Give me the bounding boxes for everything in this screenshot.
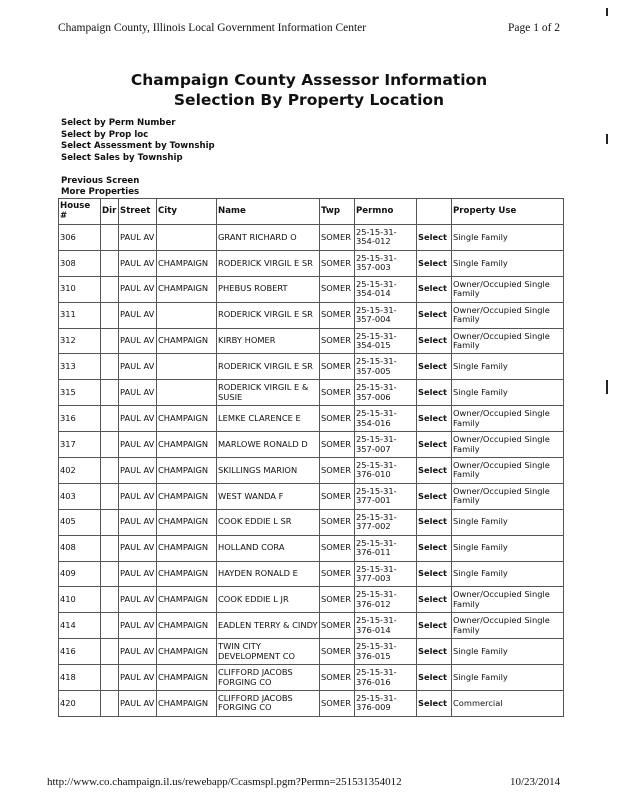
- cell-city: [157, 302, 217, 328]
- cell-street: PAUL AV: [119, 483, 157, 509]
- cell-dir: [101, 535, 119, 561]
- cell-owner-name: SKILLINGS MARION: [217, 458, 320, 484]
- navigation-links: [61, 176, 139, 197]
- cell-dir: [101, 587, 119, 613]
- cell-house-number: 414: [59, 613, 101, 639]
- cell-property-use: Owner/Occupied Single Family: [452, 613, 564, 639]
- table-header-row: [59, 199, 564, 225]
- cell-house-number: 316: [59, 406, 101, 432]
- page-title: [0, 70, 618, 110]
- cell-street: PAUL AV: [119, 302, 157, 328]
- cell-select-link[interactable]: Select: [417, 639, 452, 665]
- cell-city: CHAMPAIGN: [157, 406, 217, 432]
- cell-street: PAUL AV: [119, 561, 157, 587]
- scan-mark: [606, 134, 608, 144]
- page-title-line1: Champaign County Assessor Information: [130, 71, 488, 89]
- cell-property-use: Single Family: [452, 509, 564, 535]
- cell-property-use: Single Family: [452, 250, 564, 276]
- cell-select-link[interactable]: Select: [417, 276, 452, 302]
- cell-owner-name: RODERICK VIRGIL E SR: [217, 250, 320, 276]
- cell-street: PAUL AV: [119, 587, 157, 613]
- cell-street: PAUL AV: [119, 276, 157, 302]
- cell-select-link[interactable]: Select: [417, 665, 452, 691]
- cell-owner-name: COOK EDDIE L JR: [217, 587, 320, 613]
- link-select-assessment-by-township[interactable]: Select Assessment by Township: [61, 141, 215, 152]
- cell-township: SOMER: [320, 458, 355, 484]
- cell-property-use: Single Family: [452, 380, 564, 406]
- cell-township: SOMER: [320, 665, 355, 691]
- cell-select-link[interactable]: Select: [417, 250, 452, 276]
- cell-property-use: Owner/Occupied Single Family: [452, 276, 564, 302]
- cell-property-use: Owner/Occupied Single Family: [452, 587, 564, 613]
- cell-select-link[interactable]: Select: [417, 613, 452, 639]
- cell-owner-name: LEMKE CLARENCE E: [217, 406, 320, 432]
- print-page-number: Page 1 of 2: [508, 22, 561, 34]
- cell-owner-name: WEST WANDA F: [217, 483, 320, 509]
- cell-house-number: 315: [59, 380, 101, 406]
- cell-city: [157, 380, 217, 406]
- cell-select-link[interactable]: Select: [417, 302, 452, 328]
- cell-township: SOMER: [320, 613, 355, 639]
- col-header-city: City: [157, 199, 217, 225]
- cell-property-use: Owner/Occupied Single Family: [452, 432, 564, 458]
- table-row: [59, 509, 564, 535]
- table-row: [59, 354, 564, 380]
- cell-dir: [101, 483, 119, 509]
- cell-owner-name: RODERICK VIRGIL E SR: [217, 354, 320, 380]
- cell-township: SOMER: [320, 432, 355, 458]
- cell-dir: [101, 665, 119, 691]
- cell-street: PAUL AV: [119, 639, 157, 665]
- table-row: [59, 406, 564, 432]
- cell-house-number: 418: [59, 665, 101, 691]
- cell-city: CHAMPAIGN: [157, 613, 217, 639]
- link-more-properties[interactable]: More Properties: [61, 186, 140, 197]
- cell-city: CHAMPAIGN: [157, 587, 217, 613]
- cell-permno: 25-15-31-377-002: [355, 509, 417, 535]
- cell-owner-name: GRANT RICHARD O: [217, 225, 320, 251]
- cell-dir: [101, 691, 119, 717]
- cell-street: PAUL AV: [119, 380, 157, 406]
- cell-select-link[interactable]: Select: [417, 691, 452, 717]
- cell-select-link[interactable]: Select: [417, 328, 452, 354]
- cell-dir: [101, 380, 119, 406]
- table-row: [59, 483, 564, 509]
- cell-township: SOMER: [320, 535, 355, 561]
- table-row: [59, 561, 564, 587]
- print-footer-date: 10/23/2014: [510, 776, 561, 788]
- cell-owner-name: RODERICK VIRGIL E SR: [217, 302, 320, 328]
- cell-house-number: 306: [59, 225, 101, 251]
- col-header-house: House #: [59, 199, 101, 225]
- cell-house-number: 313: [59, 354, 101, 380]
- cell-permno: 25-15-31-377-001: [355, 483, 417, 509]
- cell-permno: 25-15-31-357-003: [355, 250, 417, 276]
- cell-select-link[interactable]: Select: [417, 561, 452, 587]
- cell-select-link[interactable]: Select: [417, 483, 452, 509]
- cell-permno: 25-15-31-354-012: [355, 225, 417, 251]
- scan-mark: [606, 380, 608, 394]
- print-header-title: Champaign County, Illinois Local Government Information Center: [58, 22, 367, 34]
- cell-property-use: Single Family: [452, 561, 564, 587]
- cell-permno: 25-15-31-354-015: [355, 328, 417, 354]
- cell-permno: 25-15-31-354-016: [355, 406, 417, 432]
- cell-house-number: 409: [59, 561, 101, 587]
- cell-owner-name: MARLOWE RONALD D: [217, 432, 320, 458]
- cell-dir: [101, 458, 119, 484]
- cell-property-use: Owner/Occupied Single Family: [452, 483, 564, 509]
- cell-city: CHAMPAIGN: [157, 276, 217, 302]
- col-header-name: Name: [217, 199, 320, 225]
- cell-street: PAUL AV: [119, 691, 157, 717]
- cell-street: PAUL AV: [119, 613, 157, 639]
- cell-township: SOMER: [320, 302, 355, 328]
- cell-city: CHAMPAIGN: [157, 561, 217, 587]
- cell-property-use: Owner/Occupied Single Family: [452, 458, 564, 484]
- selection-links: [61, 118, 215, 164]
- cell-dir: [101, 225, 119, 251]
- cell-property-use: Owner/Occupied Single Family: [452, 328, 564, 354]
- cell-select-link[interactable]: Select: [417, 587, 452, 613]
- cell-select-link[interactable]: Select: [417, 380, 452, 406]
- cell-street: PAUL AV: [119, 665, 157, 691]
- cell-street: PAUL AV: [119, 509, 157, 535]
- cell-dir: [101, 432, 119, 458]
- cell-city: CHAMPAIGN: [157, 509, 217, 535]
- cell-owner-name: HOLLAND CORA: [217, 535, 320, 561]
- cell-select-link[interactable]: Select: [417, 432, 452, 458]
- cell-dir: [101, 328, 119, 354]
- table-row: [59, 380, 564, 406]
- cell-permno: 25-15-31-376-015: [355, 639, 417, 665]
- table-row: [59, 587, 564, 613]
- cell-township: SOMER: [320, 276, 355, 302]
- cell-dir: [101, 639, 119, 665]
- cell-dir: [101, 613, 119, 639]
- cell-street: PAUL AV: [119, 458, 157, 484]
- cell-property-use: Owner/Occupied Single Family: [452, 302, 564, 328]
- cell-township: SOMER: [320, 483, 355, 509]
- cell-select-link[interactable]: Select: [417, 509, 452, 535]
- cell-street: PAUL AV: [119, 328, 157, 354]
- cell-city: CHAMPAIGN: [157, 432, 217, 458]
- col-header-permno: Permno: [355, 199, 417, 225]
- link-select-by-perm-number[interactable]: Select by Perm Number: [61, 118, 176, 128]
- cell-street: PAUL AV: [119, 225, 157, 251]
- print-footer-url: http://www.co.champaign.il.us/rewebapp/Ccasmspl.pgm?Permn=251531354012: [47, 776, 402, 788]
- table-row: [59, 613, 564, 639]
- cell-permno: 25-15-31-376-012: [355, 587, 417, 613]
- cell-house-number: 310: [59, 276, 101, 302]
- cell-property-use: Single Family: [452, 354, 564, 380]
- cell-select-link[interactable]: Select: [417, 406, 452, 432]
- cell-city: CHAMPAIGN: [157, 691, 217, 717]
- cell-owner-name: HAYDEN RONALD E: [217, 561, 320, 587]
- scan-mark: [606, 8, 608, 16]
- table-row: [59, 225, 564, 251]
- cell-permno: 25-15-31-357-007: [355, 432, 417, 458]
- cell-street: PAUL AV: [119, 354, 157, 380]
- cell-township: SOMER: [320, 225, 355, 251]
- cell-house-number: 402: [59, 458, 101, 484]
- table-row: [59, 276, 564, 302]
- cell-city: CHAMPAIGN: [157, 665, 217, 691]
- table-row: [59, 639, 564, 665]
- cell-township: SOMER: [320, 328, 355, 354]
- cell-permno: 25-15-31-376-010: [355, 458, 417, 484]
- table-row: [59, 432, 564, 458]
- cell-township: SOMER: [320, 639, 355, 665]
- cell-select-link[interactable]: Select: [417, 225, 452, 251]
- cell-city: CHAMPAIGN: [157, 250, 217, 276]
- cell-permno: 25-15-31-357-005: [355, 354, 417, 380]
- cell-township: SOMER: [320, 406, 355, 432]
- cell-property-use: Owner/Occupied Single Family: [452, 406, 564, 432]
- cell-owner-name: EADLEN TERRY & CINDY: [217, 613, 320, 639]
- cell-owner-name: CLIFFORD JACOBS FORGING CO: [217, 691, 320, 717]
- cell-house-number: 403: [59, 483, 101, 509]
- cell-street: PAUL AV: [119, 406, 157, 432]
- cell-township: SOMER: [320, 380, 355, 406]
- link-previous-screen[interactable]: Previous Screen: [61, 176, 140, 186]
- cell-dir: [101, 406, 119, 432]
- table-row: [59, 250, 564, 276]
- page-title-line2: Selection By Property Location: [173, 91, 445, 109]
- cell-house-number: 408: [59, 535, 101, 561]
- cell-house-number: 410: [59, 587, 101, 613]
- cell-permno: 25-15-31-377-003: [355, 561, 417, 587]
- link-select-sales-by-township[interactable]: Select Sales by Township: [61, 152, 183, 163]
- cell-permno: 25-15-31-354-014: [355, 276, 417, 302]
- cell-owner-name: CLIFFORD JACOBS FORGING CO: [217, 665, 320, 691]
- cell-city: [157, 354, 217, 380]
- cell-select-link[interactable]: Select: [417, 458, 452, 484]
- cell-house-number: 405: [59, 509, 101, 535]
- cell-select-link[interactable]: Select: [417, 535, 452, 561]
- col-header-street: Street: [119, 199, 157, 225]
- cell-street: PAUL AV: [119, 250, 157, 276]
- cell-township: SOMER: [320, 691, 355, 717]
- cell-property-use: Single Family: [452, 639, 564, 665]
- table-row: [59, 328, 564, 354]
- property-table: [58, 198, 564, 717]
- cell-city: CHAMPAIGN: [157, 535, 217, 561]
- cell-permno: 25-15-31-357-006: [355, 380, 417, 406]
- col-header-twp: Twp: [320, 199, 355, 225]
- cell-township: SOMER: [320, 250, 355, 276]
- cell-city: CHAMPAIGN: [157, 639, 217, 665]
- cell-township: SOMER: [320, 354, 355, 380]
- cell-permno: 25-15-31-376-009: [355, 691, 417, 717]
- cell-house-number: 308: [59, 250, 101, 276]
- cell-city: CHAMPAIGN: [157, 458, 217, 484]
- cell-permno: 25-15-31-376-014: [355, 613, 417, 639]
- cell-permno: 25-15-31-376-011: [355, 535, 417, 561]
- table-row: [59, 458, 564, 484]
- col-header-property-use: Property Use: [452, 199, 564, 225]
- cell-dir: [101, 354, 119, 380]
- cell-street: PAUL AV: [119, 432, 157, 458]
- cell-house-number: 317: [59, 432, 101, 458]
- cell-dir: [101, 250, 119, 276]
- cell-permno: 25-15-31-357-004: [355, 302, 417, 328]
- cell-township: SOMER: [320, 561, 355, 587]
- col-header-dir: Dir: [101, 199, 119, 225]
- cell-house-number: 311: [59, 302, 101, 328]
- cell-township: SOMER: [320, 587, 355, 613]
- cell-property-use: Commercial: [452, 691, 564, 717]
- cell-dir: [101, 302, 119, 328]
- cell-owner-name: COOK EDDIE L SR: [217, 509, 320, 535]
- table-row: [59, 691, 564, 717]
- table-row: [59, 665, 564, 691]
- cell-city: CHAMPAIGN: [157, 328, 217, 354]
- cell-property-use: Single Family: [452, 535, 564, 561]
- cell-dir: [101, 276, 119, 302]
- cell-select-link[interactable]: Select: [417, 354, 452, 380]
- cell-permno: 25-15-31-376-016: [355, 665, 417, 691]
- col-header-select: [417, 199, 452, 225]
- cell-owner-name: TWIN CITY DEVELOPMENT CO: [217, 639, 320, 665]
- cell-dir: [101, 509, 119, 535]
- cell-owner-name: RODERICK VIRGIL E & SUSIE: [217, 380, 320, 406]
- cell-dir: [101, 561, 119, 587]
- cell-street: PAUL AV: [119, 535, 157, 561]
- cell-house-number: 312: [59, 328, 101, 354]
- cell-city: [157, 225, 217, 251]
- cell-house-number: 420: [59, 691, 101, 717]
- link-select-by-prop-loc[interactable]: Select by Prop loc: [61, 129, 149, 140]
- cell-house-number: 416: [59, 639, 101, 665]
- table-row: [59, 302, 564, 328]
- cell-property-use: Single Family: [452, 225, 564, 251]
- cell-property-use: Single Family: [452, 665, 564, 691]
- cell-owner-name: PHEBUS ROBERT: [217, 276, 320, 302]
- cell-city: CHAMPAIGN: [157, 483, 217, 509]
- table-row: [59, 535, 564, 561]
- cell-owner-name: KIRBY HOMER: [217, 328, 320, 354]
- cell-township: SOMER: [320, 509, 355, 535]
